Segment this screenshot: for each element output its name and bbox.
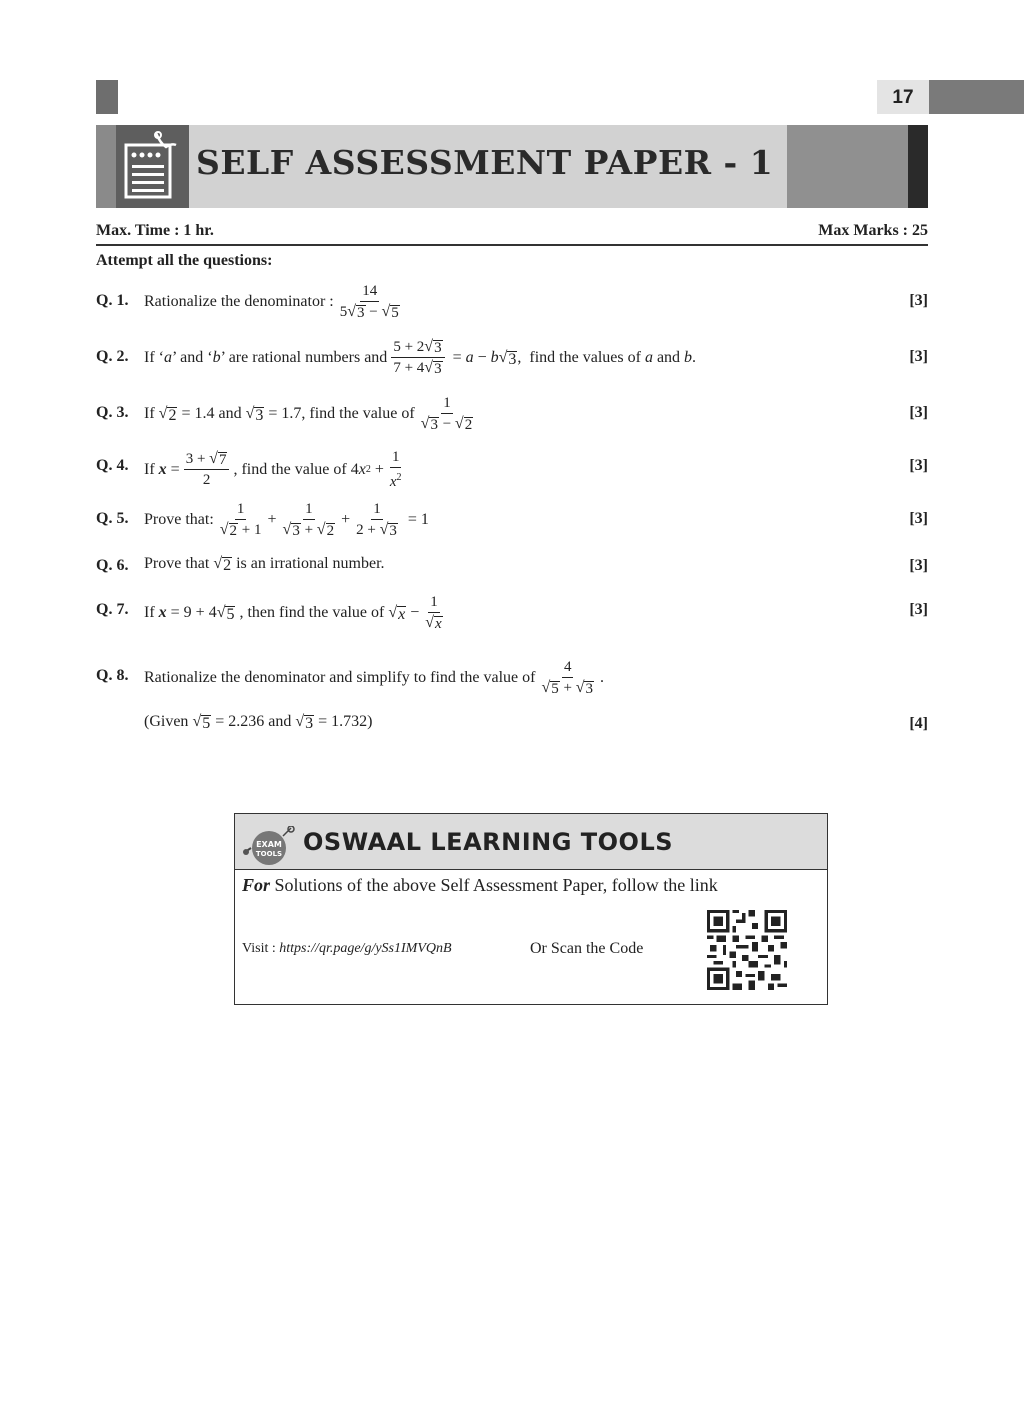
question-text: Rationalize the denominator : 14 5 √ 3 − √ 5 (144, 282, 406, 321)
learning-tools-box (234, 813, 828, 1005)
question-number: Q. 6. (96, 557, 129, 574)
question-text: Prove that √ 2 is an irrational number. (144, 555, 385, 574)
page-number: 17 (877, 80, 929, 114)
max-marks: Max Marks : 25 (818, 222, 928, 239)
learning-tools-title: OSWAAL LEARNING TOOLS (303, 828, 674, 856)
svg-text:TOOLS: TOOLS (255, 850, 283, 858)
marks: [3] (909, 457, 928, 474)
fraction: 1 √ x (425, 594, 442, 632)
question-number: Q. 5. (96, 510, 129, 527)
marks: [3] (909, 601, 928, 618)
marks: [3] (909, 510, 928, 527)
question-number: Q. 2. (96, 348, 129, 365)
learning-tools-header (235, 814, 827, 870)
question-number: Q. 7. (96, 601, 129, 618)
question-number: Q. 3. (96, 404, 129, 421)
marks: [3] (909, 292, 928, 309)
svg-text:EXAM: EXAM (256, 840, 282, 849)
question-text: If √ 2 = 1.4 and √ 3 = 1.7, find the value of 1 √ 3 − √ 2 (144, 394, 479, 433)
header-right-bar (929, 80, 1024, 114)
question-text: If x = 3 + √ 7 2 , find the value of 4 x 2 + $\frac{1}{x^2}$ (144, 449, 402, 490)
fraction: 1 2 + √ 3 (356, 501, 397, 539)
header-left-bar (96, 80, 118, 114)
qr-code-icon[interactable] (707, 910, 787, 990)
marks: [3] (909, 557, 928, 574)
fraction: 1 √ 2 + 1 (219, 501, 262, 539)
marks: [4] (909, 715, 928, 732)
question-text: Rationalize the denominator and simplify to find the value of 4 √ 5 + √ 3 . (144, 659, 604, 697)
fraction: 1 √ 3 + √ 2 (282, 501, 335, 539)
instructions: Attempt all the questions: (96, 252, 273, 269)
question-number: Q. 8. (96, 667, 129, 684)
fraction: 3 + √ 7 2 (184, 450, 230, 489)
marks: [3] (909, 404, 928, 421)
title-banner (96, 125, 928, 208)
max-time: Max. Time : 1 hr. (96, 222, 214, 239)
paper-title: SELF ASSESSMENT PAPER - 1 (196, 143, 774, 182)
question-number: Q. 4. (96, 457, 129, 474)
solutions-text: For Solutions of the above Self Assessment Paper, follow the link (242, 875, 718, 895)
fraction: $\frac{1}{x^2}$ (389, 449, 402, 490)
question-text: Prove that: 1 √ 2 + 1 + 1 √ 3 + √ 2 + 1 2 + √ 3 = 1 (144, 501, 429, 539)
notepad-icon (116, 125, 189, 208)
marks: [3] (909, 348, 928, 365)
question-number: Q. 1. (96, 292, 129, 309)
given-values: (Given √ 5 = 2.236 and √ 3 = 1.732) (144, 713, 373, 732)
fraction: 1 √ 3 − √ 2 (420, 395, 473, 433)
exam-tools-logo-icon (243, 826, 295, 866)
divider (96, 244, 928, 246)
scan-text: Or Scan the Code (530, 940, 644, 957)
fraction: 5 + 2 √ 3 7 + 4 √ 3 (391, 338, 444, 377)
fraction: 4 √ 5 + √ 3 (541, 659, 593, 697)
fraction: 14 5 √ 3 − √ 5 (339, 283, 399, 321)
question-text: If x = 9 + 4 √ 5 , then find the value of √ x − 1 √ x (144, 593, 449, 632)
visit-line: Visit : https://qr.page/g/ySs1IMVQnB (242, 941, 452, 956)
question-text: If ‘ a ’ and ‘ b ’ are rational numbers and 5 + 2 √ 3 7 + 4 √ 3 = a − b √ 3 , find the values of a and b . (144, 338, 697, 377)
solutions-link[interactable]: https://qr.page/g/ySs1IMVQnB (279, 941, 452, 956)
